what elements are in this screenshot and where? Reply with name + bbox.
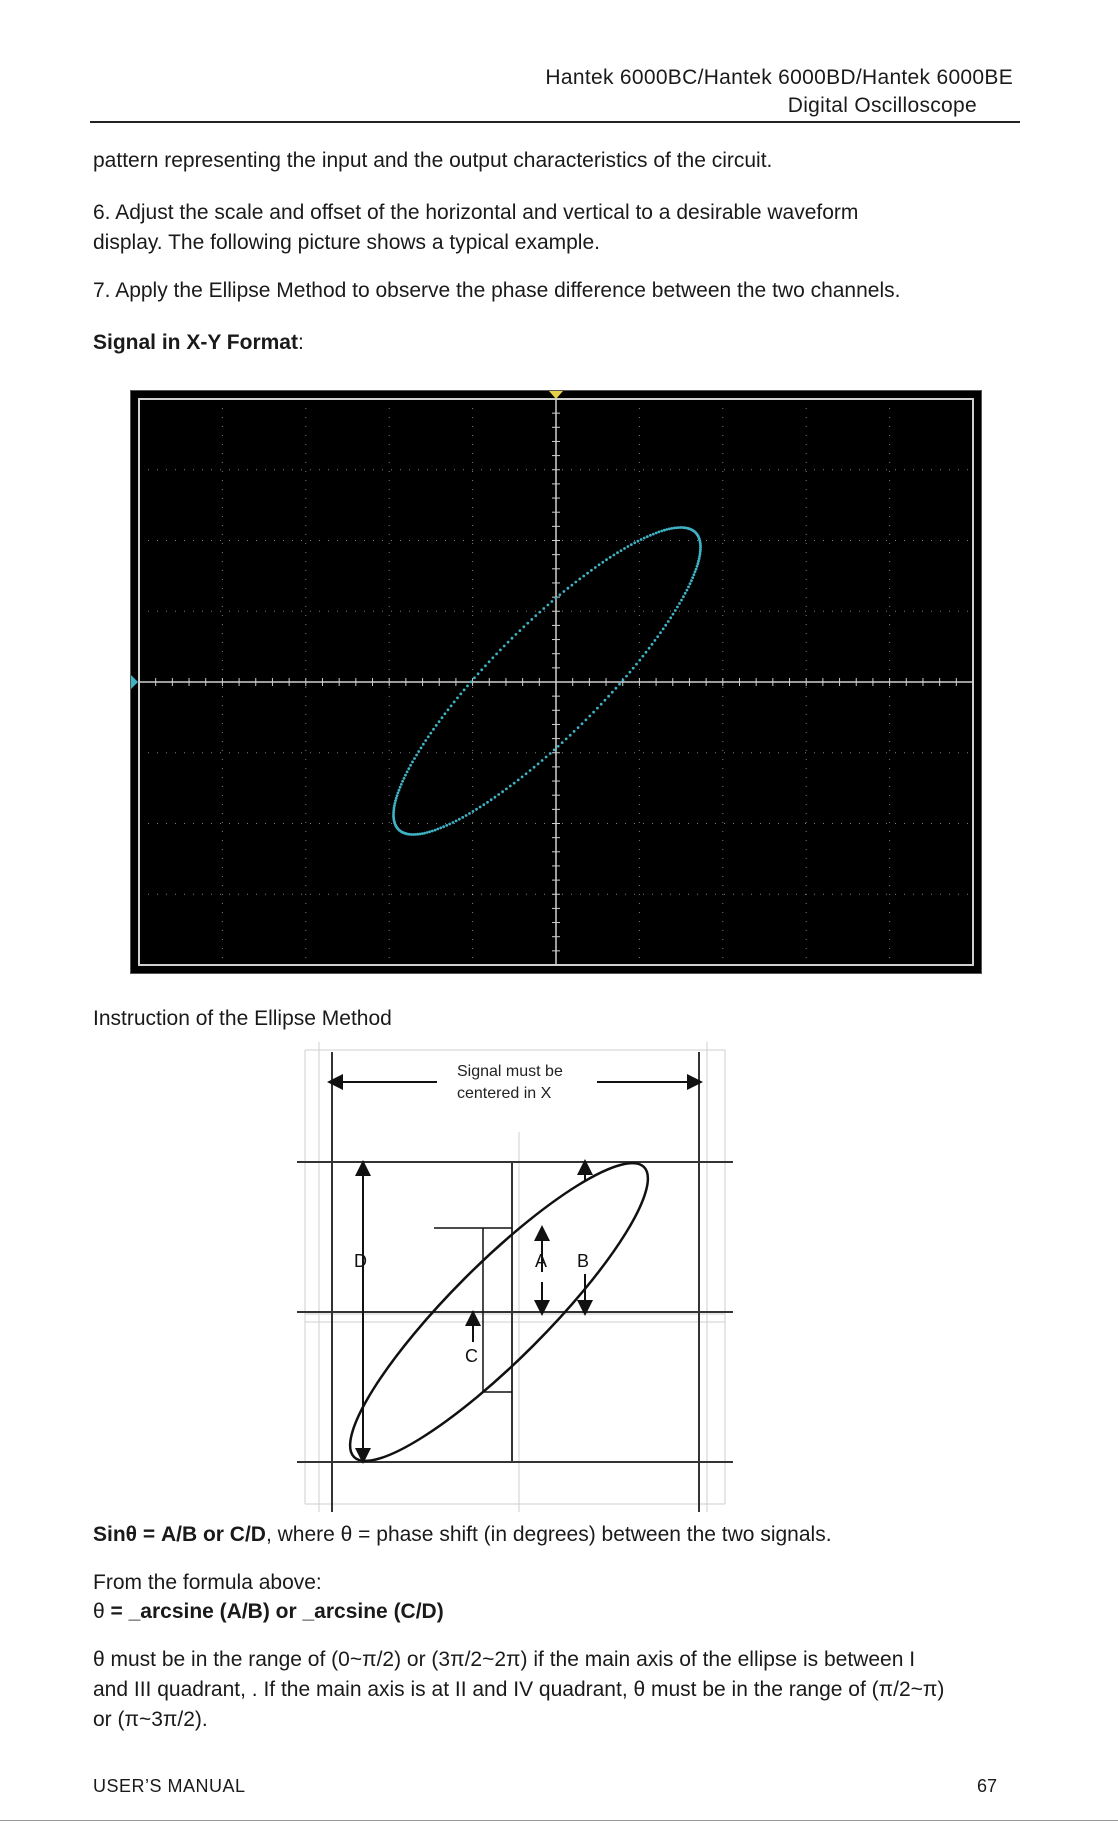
xy-trace-point bbox=[557, 745, 560, 748]
xy-trace-point bbox=[682, 595, 685, 598]
xy-trace-point bbox=[618, 683, 621, 686]
xy-trace-point bbox=[665, 528, 668, 531]
formula-line bbox=[93, 1519, 832, 1550]
xy-trace-point bbox=[571, 584, 574, 587]
xy-trace-point bbox=[668, 528, 671, 531]
range-line-3: or (π~3π/2). bbox=[93, 1708, 208, 1731]
xy-trace-point bbox=[551, 600, 554, 603]
xy-trace-point bbox=[503, 645, 506, 648]
xy-trace-point bbox=[442, 825, 445, 828]
xy-trace-point bbox=[441, 716, 444, 719]
xy-trace-point bbox=[578, 578, 581, 581]
xy-trace-point bbox=[444, 712, 447, 715]
xy-trace-point bbox=[625, 675, 628, 678]
xy-trace-point bbox=[396, 794, 399, 797]
xy-trace-point bbox=[600, 703, 603, 706]
xy-trace-point bbox=[660, 530, 663, 533]
xy-trace-point bbox=[507, 641, 510, 644]
xy-trace-point bbox=[461, 816, 464, 819]
xy-trace-point bbox=[403, 777, 406, 780]
xy-trace-point bbox=[398, 789, 401, 792]
xy-trace-point bbox=[658, 531, 661, 534]
xy-trace-point bbox=[513, 782, 516, 785]
xy-trace-point bbox=[538, 611, 541, 614]
xy-trace-point bbox=[463, 689, 466, 692]
xy-trace-point bbox=[640, 538, 643, 541]
theta-arcsine-line bbox=[93, 1596, 444, 1627]
xy-trace-point bbox=[511, 637, 514, 640]
xy-trace-point bbox=[394, 799, 397, 802]
xy-trace-point bbox=[632, 667, 635, 670]
xy-trace-point bbox=[586, 572, 589, 575]
xy-trace-point bbox=[475, 808, 478, 811]
xy-trace-point bbox=[605, 558, 608, 561]
xy-trace-point bbox=[588, 715, 591, 718]
xy-trace-point bbox=[693, 530, 696, 533]
xy-trace-point bbox=[450, 705, 453, 708]
xy-trace-point bbox=[698, 555, 701, 558]
step-6-line-1: 6. Adjust the scale and offset of the horizontal and vertical to a desirable waveform bbox=[93, 201, 859, 224]
xy-trace-point bbox=[629, 671, 632, 674]
xy-trace-point bbox=[693, 573, 696, 576]
xy-trace-point bbox=[698, 557, 701, 560]
xy-trace-point bbox=[598, 563, 601, 566]
trigger-marker-icon bbox=[549, 391, 563, 399]
xy-trace-point bbox=[472, 810, 475, 813]
xy-trace-point bbox=[465, 814, 468, 817]
xy-trace-point bbox=[537, 763, 540, 766]
xy-trace-point bbox=[397, 792, 400, 795]
xy-trace-point bbox=[517, 779, 520, 782]
xy-trace-point bbox=[638, 659, 641, 662]
xy-trace-point bbox=[604, 699, 607, 702]
xy-trace-point bbox=[669, 616, 672, 619]
xy-trace-point bbox=[601, 561, 604, 564]
xy-trace-point bbox=[468, 812, 471, 815]
footer-manual: USER’S MANUAL bbox=[93, 1776, 246, 1796]
xy-trace-point bbox=[663, 529, 666, 532]
xy-trace-point bbox=[447, 708, 450, 711]
xy-trace-point bbox=[659, 631, 662, 634]
xy-trace-point bbox=[696, 565, 699, 568]
xy-trace-point bbox=[553, 749, 556, 752]
xy-trace-point bbox=[470, 681, 473, 684]
xy-trace-point bbox=[534, 614, 537, 617]
xy-trace-point bbox=[456, 697, 459, 700]
xy-trace-point bbox=[561, 741, 564, 744]
xy-trace-point bbox=[633, 541, 636, 544]
xy-trace-point bbox=[592, 711, 595, 714]
header-models: Hantek 6000BC/Hantek 6000BD/Hantek 6000BE bbox=[545, 66, 1013, 89]
xy-trace-point bbox=[649, 534, 652, 537]
xy-trace-point bbox=[630, 543, 633, 546]
xy-trace-point bbox=[684, 592, 687, 595]
center-note-line-1: Signal must be bbox=[457, 1063, 563, 1080]
xy-trace-point bbox=[585, 719, 588, 722]
oscilloscope-xy-plot bbox=[131, 391, 981, 973]
xy-trace-point bbox=[415, 754, 418, 757]
xy-trace-point bbox=[473, 676, 476, 679]
xy-trace-point bbox=[438, 720, 441, 723]
xy-trace-point bbox=[404, 774, 407, 777]
xy-trace-point bbox=[459, 693, 462, 696]
xy-trace-point bbox=[573, 730, 576, 733]
xy-trace-point bbox=[533, 766, 536, 769]
xy-trace-point bbox=[582, 575, 585, 578]
xy-trace-point bbox=[643, 537, 646, 540]
xy-trace-point bbox=[696, 562, 699, 565]
xy-trace-point bbox=[435, 724, 438, 727]
paragraph-pattern: pattern representing the input and the output characteristics of the circuit. bbox=[93, 149, 773, 172]
channel-marker-icon bbox=[131, 675, 138, 689]
xy-trace-point bbox=[428, 830, 431, 833]
xy-trace-point bbox=[515, 633, 518, 636]
xy-trace-point bbox=[541, 759, 544, 762]
center-note-line-2: centered in X bbox=[457, 1085, 552, 1102]
xy-trace-point bbox=[455, 820, 458, 823]
xy-trace-point bbox=[420, 747, 423, 750]
oscilloscope-xy-screen bbox=[130, 390, 982, 974]
xy-trace-point bbox=[694, 570, 697, 573]
xy-trace-point bbox=[607, 695, 610, 698]
xy-trace-point bbox=[429, 732, 432, 735]
xy-trace-point bbox=[522, 625, 525, 628]
theta-prefix: θ bbox=[93, 1600, 111, 1623]
xy-format-heading bbox=[93, 327, 304, 358]
xy-trace-point bbox=[501, 790, 504, 793]
formula-bold: Sinθ = A/B or C/D bbox=[93, 1523, 266, 1546]
xy-trace-point bbox=[466, 685, 469, 688]
xy-trace-point bbox=[482, 803, 485, 806]
xy-trace-point bbox=[400, 783, 403, 786]
xy-trace-point bbox=[596, 707, 599, 710]
xy-trace-point bbox=[401, 780, 404, 783]
xy-trace-point bbox=[519, 629, 522, 632]
from-formula-text: From the formula above: bbox=[93, 1571, 322, 1594]
xy-trace-point bbox=[423, 832, 426, 835]
xy-trace-point bbox=[616, 551, 619, 554]
xy-trace-point bbox=[542, 607, 545, 610]
footer-divider bbox=[0, 1820, 1118, 1821]
xy-trace-point bbox=[426, 831, 429, 834]
xy-trace-point bbox=[525, 772, 528, 775]
xy-trace-point bbox=[676, 606, 679, 609]
xy-trace-point bbox=[574, 581, 577, 584]
xy-trace-point bbox=[637, 540, 640, 543]
xy-trace-point bbox=[448, 823, 451, 826]
xy-trace-point bbox=[422, 743, 425, 746]
xy-trace-point bbox=[691, 576, 694, 579]
xy-trace-point bbox=[563, 590, 566, 593]
ellipse-method-heading: Instruction of the Ellipse Method bbox=[93, 1007, 392, 1030]
xy-trace-point bbox=[620, 549, 623, 552]
xy-trace-point bbox=[559, 593, 562, 596]
xy-trace-point bbox=[656, 635, 659, 638]
xy-trace-point bbox=[642, 655, 645, 658]
xy-trace-point bbox=[521, 776, 524, 779]
xy-trace-point bbox=[488, 660, 491, 663]
xy-trace-point bbox=[569, 734, 572, 737]
xy-trace-point bbox=[547, 604, 550, 607]
xy-trace-point bbox=[645, 651, 648, 654]
xy-trace-point bbox=[635, 663, 638, 666]
xy-trace-point bbox=[545, 756, 548, 759]
xy-trace-point bbox=[648, 647, 651, 650]
xy-trace-point bbox=[622, 679, 625, 682]
xy-trace-point bbox=[495, 653, 498, 656]
xy-trace-point bbox=[494, 796, 497, 799]
xy-trace-point bbox=[445, 824, 448, 827]
xy-trace-point bbox=[395, 797, 398, 800]
header-product: Digital Oscilloscope bbox=[787, 94, 977, 117]
xy-trace-point bbox=[393, 804, 396, 807]
range-line-1: θ must be in the range of (0~π/2) or (3π/2~2π) if the main axis of the ellipse is between I bbox=[93, 1648, 916, 1671]
xy-trace-point bbox=[697, 560, 700, 563]
step-6-line-2: display. The following picture shows a typical example. bbox=[93, 231, 600, 254]
formula-rest: , where θ = phase shift (in degrees) between the two signals. bbox=[265, 1523, 832, 1546]
xy-trace-point bbox=[427, 735, 430, 738]
xy-trace-point bbox=[651, 643, 654, 646]
xy-trace-point bbox=[590, 569, 593, 572]
xy-trace-point bbox=[686, 589, 689, 592]
xy-trace-point bbox=[499, 649, 502, 652]
xy-trace-point bbox=[646, 535, 649, 538]
xy-trace-point bbox=[407, 767, 410, 770]
xy-trace-point bbox=[674, 609, 677, 612]
xy-trace-point bbox=[399, 786, 402, 789]
xy-trace-point bbox=[672, 613, 675, 616]
xy-trace-point bbox=[594, 566, 597, 569]
xy-trace-point bbox=[615, 687, 618, 690]
xy-trace-point bbox=[526, 622, 529, 625]
xy-trace-point bbox=[690, 579, 693, 582]
xy-trace-point bbox=[555, 597, 558, 600]
xy-trace-point bbox=[436, 828, 439, 831]
xy-trace-point bbox=[689, 582, 692, 585]
xy-trace-point bbox=[565, 738, 568, 741]
xy-format-heading-text: Signal in X-Y Format bbox=[93, 331, 298, 354]
xy-trace-point bbox=[479, 806, 482, 809]
xy-trace-point bbox=[567, 587, 570, 590]
theta-arcsine: = _arcsine (A/B) or _arcsine (C/D) bbox=[110, 1600, 444, 1623]
xy-trace-point bbox=[664, 624, 667, 627]
diagram-grid bbox=[305, 1042, 725, 1512]
label-b: B bbox=[577, 1251, 590, 1271]
xy-trace-point bbox=[655, 532, 658, 535]
xy-trace-point bbox=[491, 656, 494, 659]
xy-trace-point bbox=[431, 830, 434, 833]
xy-trace-point bbox=[413, 757, 416, 760]
xy-trace-point bbox=[687, 586, 690, 589]
label-c: C bbox=[465, 1346, 478, 1366]
xy-trace-point bbox=[411, 761, 414, 764]
xy-trace-point bbox=[477, 672, 480, 675]
label-a: A bbox=[535, 1251, 548, 1271]
xy-trace-point bbox=[458, 818, 461, 821]
xy-trace-point bbox=[623, 547, 626, 550]
xy-trace-point bbox=[490, 798, 493, 801]
xy-trace-point bbox=[439, 827, 442, 830]
step-7: 7. Apply the Ellipse Method to observe the phase difference between the two channels. bbox=[93, 279, 901, 302]
xy-trace-point bbox=[613, 554, 616, 557]
xy-trace-point bbox=[529, 769, 532, 772]
xy-trace-point bbox=[509, 785, 512, 788]
xy-trace-point bbox=[409, 764, 412, 767]
xy-trace-point bbox=[581, 722, 584, 725]
xy-trace-point bbox=[394, 802, 397, 805]
xy-format-heading-colon: : bbox=[297, 331, 304, 354]
xy-trace-point bbox=[609, 556, 612, 559]
xy-trace-point bbox=[452, 821, 455, 824]
xy-trace-point bbox=[424, 739, 427, 742]
xy-trace-point bbox=[667, 620, 670, 623]
xy-trace-point bbox=[432, 728, 435, 731]
label-d: D bbox=[354, 1251, 367, 1271]
footer-page-number: 67 bbox=[977, 1776, 998, 1796]
range-line-2: and III quadrant, . If the main axis is at II and IV quadrant, θ must be in the range of (π/2~π) bbox=[93, 1678, 945, 1701]
xy-trace-point bbox=[680, 599, 683, 602]
xy-trace-point bbox=[480, 668, 483, 671]
xy-trace-point bbox=[453, 701, 456, 704]
ellipse-method-diagram bbox=[297, 1042, 733, 1512]
xy-trace-point bbox=[434, 829, 437, 832]
xy-trace-point bbox=[662, 628, 665, 631]
header-divider bbox=[90, 121, 1020, 123]
xy-trace-point bbox=[505, 788, 508, 791]
ellipse-method-svg bbox=[297, 1042, 733, 1512]
xy-trace-point bbox=[652, 533, 655, 536]
xy-trace-point bbox=[654, 639, 657, 642]
xy-trace-point bbox=[611, 691, 614, 694]
xy-trace-point bbox=[549, 752, 552, 755]
xy-trace-point bbox=[577, 726, 580, 729]
xy-trace-point bbox=[497, 793, 500, 796]
xy-trace-point bbox=[627, 545, 630, 548]
xy-trace-point bbox=[695, 568, 698, 571]
xy-trace-point bbox=[530, 618, 533, 621]
xy-trace-point bbox=[417, 750, 420, 753]
xy-trace-point bbox=[678, 602, 681, 605]
xy-trace-point bbox=[406, 771, 409, 774]
xy-trace-point bbox=[486, 801, 489, 804]
xy-trace-point bbox=[484, 664, 487, 667]
